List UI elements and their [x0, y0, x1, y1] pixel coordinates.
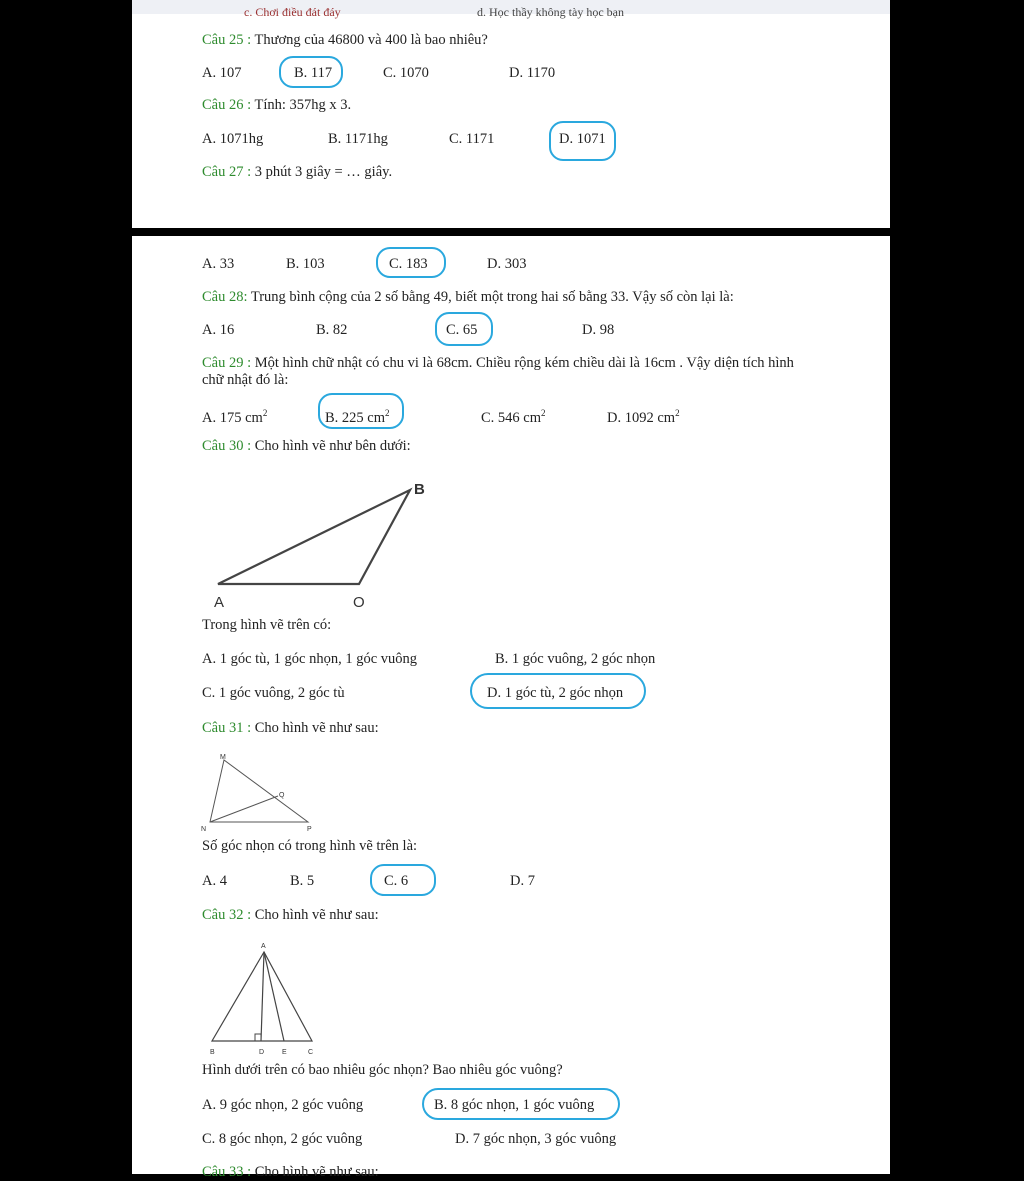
q27-option-c[interactable]: C. 183 — [389, 256, 428, 272]
q32-option-b[interactable]: B. 8 góc nhọn, 1 góc vuông — [434, 1097, 595, 1113]
q30-selected-circle — [470, 673, 646, 709]
triangle-mnp-figure — [198, 750, 318, 840]
q29-option-a[interactable]: A. 175 $cm^2$ — [202, 408, 268, 426]
q29-selected-circle — [318, 393, 404, 429]
q26-option-a[interactable]: A. 1071hg — [202, 131, 264, 147]
vertex-label-n: N — [201, 826, 207, 833]
q26-option-c[interactable]: C. 1171 — [449, 131, 495, 147]
q29-option-d[interactable]: D. 1092 $cm^2$ — [607, 408, 680, 426]
question-26-stem: Câu 26 : Tính: 357hg x 3. — [202, 97, 352, 113]
question-32-stem: Câu 32 : Cho hình vẽ như sau: — [202, 907, 379, 923]
vertex-label-b: B — [210, 1049, 215, 1056]
q32-option-a[interactable]: A. 9 góc nhọn, 2 góc vuông — [202, 1097, 364, 1113]
q28-option-d[interactable]: D. 98 — [582, 322, 615, 338]
q30-option-d[interactable]: D. 1 góc tù, 2 góc nhọn — [487, 685, 624, 701]
question-29-stem: Câu 29 : Một hình chữ nhật có chu vi là 68cm. Chiều rộng kém chiều dài là 16cm . Vậy diện tích hình — [202, 355, 794, 371]
question-31-stem: Câu 31 : Cho hình vẽ như sau: — [202, 720, 379, 736]
q28-option-a[interactable]: A. 16 — [202, 322, 235, 338]
question-29-stem-line2: chữ nhật đó là: — [202, 372, 289, 388]
vertex-label-a: A — [214, 594, 225, 611]
q25-option-b[interactable]: B. 117 — [294, 65, 333, 81]
q31-option-a[interactable]: A. 4 — [202, 873, 227, 889]
q29-option-c[interactable]: C. 546 $cm^2$ — [481, 408, 546, 426]
question-28-stem: Câu 28: Trung bình cộng của 2 số bằng 49, biết một trong hai số bằng 33. Vậy số còn lại là: — [202, 289, 734, 305]
question-30-stem: Câu 30 : Cho hình vẽ như bên dưới: — [202, 438, 411, 454]
q26-selected-circle — [549, 121, 616, 161]
question-33-stem: Câu 33 : Cho hình vẽ như sau: — [202, 1164, 379, 1180]
vertex-label-a: A — [261, 943, 266, 950]
q27-option-b[interactable]: B. 103 — [286, 256, 325, 272]
triangle-aob — [218, 490, 410, 584]
question-32-sub: Hình dưới trên có bao nhiêu góc nhọn? Bao nhiêu góc vuông? — [202, 1062, 563, 1078]
altitude-ad — [261, 952, 264, 1041]
vertex-label-e: E — [282, 1049, 287, 1056]
vertex-label-q: Q — [279, 792, 285, 799]
cut-off-answer-d: d. Học thầy không tày học bạn — [477, 5, 624, 19]
question-30-sub: Trong hình vẽ trên có: — [202, 617, 332, 633]
q27-option-d[interactable]: D. 303 — [487, 256, 527, 272]
q26-option-b[interactable]: B. 1171hg — [328, 131, 388, 147]
q31-option-b[interactable]: B. 5 — [290, 873, 315, 889]
vertex-label-b: B — [414, 481, 425, 498]
q27-selected-circle — [376, 247, 446, 278]
triangle-mnp — [210, 760, 308, 822]
triangle-aob-figure — [202, 476, 442, 612]
q25-selected-circle — [279, 56, 343, 88]
q31-selected-circle — [370, 864, 436, 896]
q30-option-b[interactable]: B. 1 góc vuông, 2 góc nhọn — [495, 651, 656, 667]
triangle-abc-figure — [204, 938, 324, 1062]
q31-option-c[interactable]: C. 6 — [384, 873, 409, 889]
page-2 — [132, 236, 890, 1180]
right-angle-mark — [255, 1034, 261, 1041]
q25-option-d[interactable]: D. 1170 — [509, 65, 556, 81]
q25-option-c[interactable]: C. 1070 — [383, 65, 429, 81]
vertex-label-c: C — [308, 1049, 314, 1056]
q32-option-c[interactable]: C. 8 góc nhọn, 2 góc vuông — [202, 1131, 363, 1147]
q26-option-d[interactable]: D. 1071 — [559, 131, 606, 147]
q30-option-a[interactable]: A. 1 góc tù, 1 góc nhọn, 1 góc vuông — [202, 651, 418, 667]
question-27-stem: Câu 27 : 3 phút 3 giây = … giây. — [202, 164, 393, 180]
q31-option-d[interactable]: D. 7 — [510, 873, 535, 889]
q30-option-c[interactable]: C. 1 góc vuông, 2 góc tù — [202, 685, 345, 701]
q29-option-b[interactable]: B. 225 $cm^2$ — [325, 408, 390, 426]
segment-ae — [264, 952, 284, 1041]
question-25-stem: Câu 25 : Thương của 46800 và 400 là bao nhiêu? — [202, 32, 488, 48]
vertex-label-p: P — [307, 826, 312, 833]
question-31-sub: Số góc nhọn có trong hình vẽ trên là: — [202, 838, 418, 854]
vertex-label-d: D — [259, 1049, 265, 1056]
q27-option-a[interactable]: A. 33 — [202, 256, 235, 272]
q28-option-c[interactable]: C. 65 — [446, 322, 478, 338]
q32-selected-circle — [422, 1088, 620, 1120]
q28-option-b[interactable]: B. 82 — [316, 322, 348, 338]
cut-off-answer-c: c. Chơi điều đát đáy — [244, 5, 341, 19]
q32-option-d[interactable]: D. 7 góc nhọn, 3 góc vuông — [455, 1131, 617, 1147]
segment-nq — [210, 796, 278, 822]
vertex-label-m: M — [220, 754, 226, 761]
q28-selected-circle — [435, 312, 493, 346]
page-1 — [132, 0, 890, 228]
q25-option-a[interactable]: A. 107 — [202, 65, 242, 81]
vertex-label-o: O — [353, 594, 365, 611]
